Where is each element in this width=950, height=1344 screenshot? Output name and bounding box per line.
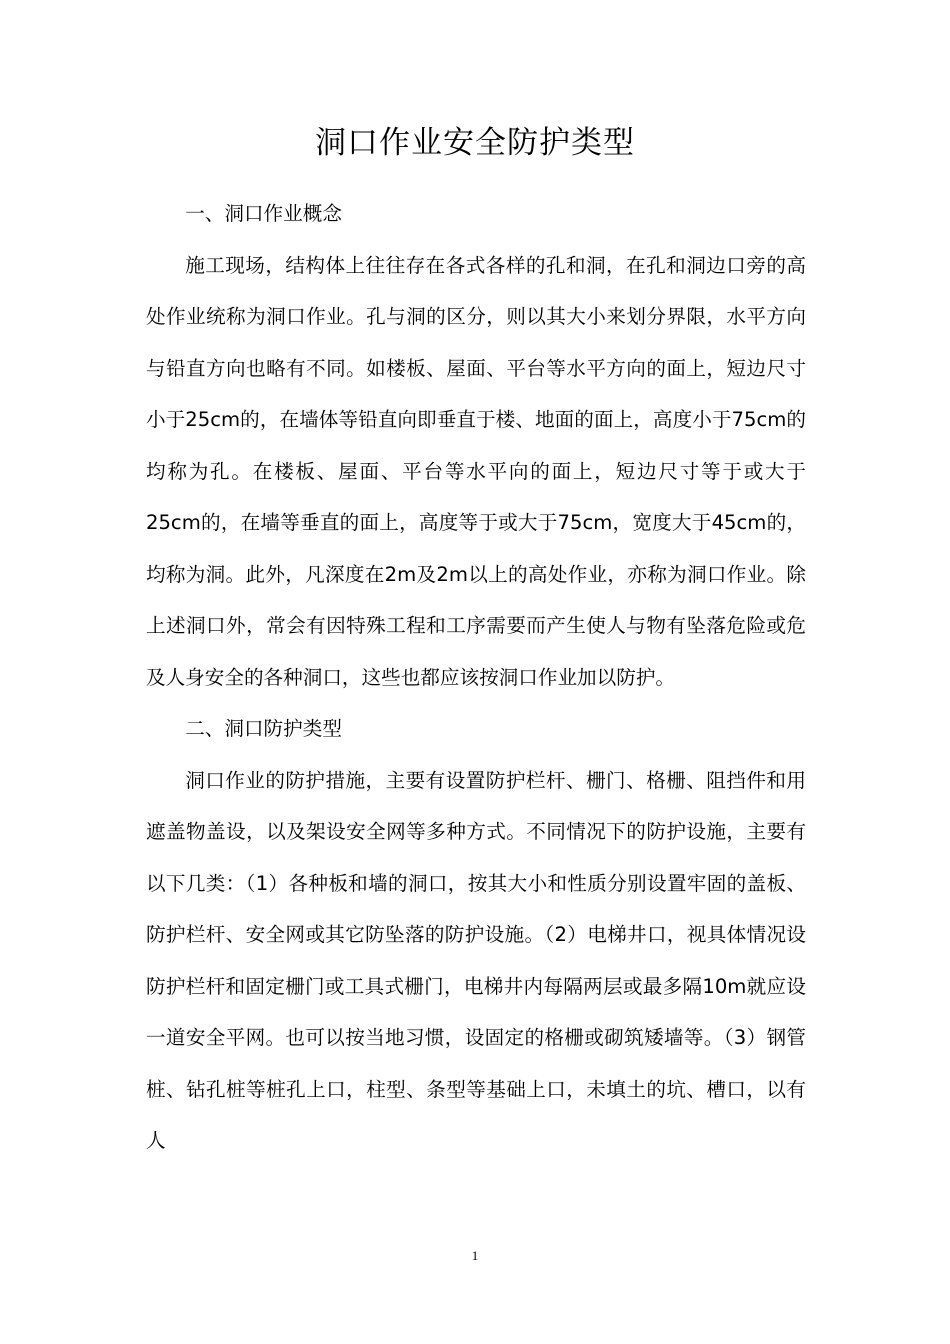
document-title: 洞口作业安全防护类型 xyxy=(315,125,635,161)
section-heading-protection-types: 二、洞口防护类型 xyxy=(185,717,342,740)
section-paragraph-protection-types: 洞口作业的防护措施，主要有设置防护栏杆、栅门、格栅、阻挡件和用遮盖物盖设，以及架设安全网等多种方式。不同情况下的防护设施，主要有以下几类：（1）各种板和墙的洞口，按其大小和性质分别设置牢固的盖板、防护栏杆、安全网或其它防坠落的防护设施。（2）电梯井口，视具体情况设防护栏杆和固定栅门或工具式栅门，电梯井内每隔两层或最多隔10m就应设一道安全平网。也可以按当地习惯，设固定的格栅或砌筑矮墙等。（3）钢管桩、钻孔桩等桩孔上口，柱型、条型等基础上口，未填土的坑、槽口，以有人 xyxy=(146,768,806,1152)
document-body xyxy=(146,188,806,1167)
page-number: 1 xyxy=(471,1248,479,1263)
section-paragraph-concept: 施工现场，结构体上往往存在各式各样的孔和洞，在孔和洞边口旁的高处作业统称为洞口作业。孔与洞的区分，则以其大小来划分界限，水平方向与铅直方向也略有不同。如楼板、屋面、平台等水平方向的面上，短边尺寸小于25cm的，在墙体等铅直向即垂直于楼、地面的面上，高度小于75cm的均称为孔。在楼板、屋面、平台等水平向的面上，短边尺寸等于或大于25cm的，在墙等垂直的面上，高度等于或大于75cm，宽度大于45cm的，均称为洞。此外，凡深度在2m及2m以上的高处作业，亦称为洞口作业。除上述洞口外，常会有因特殊工程和工序需要而产生使人与物有坠落危险或危及人身安全的各种洞口，这些也都应该按洞口作业加以防护。 xyxy=(146,253,806,689)
section-heading-concept: 一、洞口作业概念 xyxy=(185,202,342,225)
